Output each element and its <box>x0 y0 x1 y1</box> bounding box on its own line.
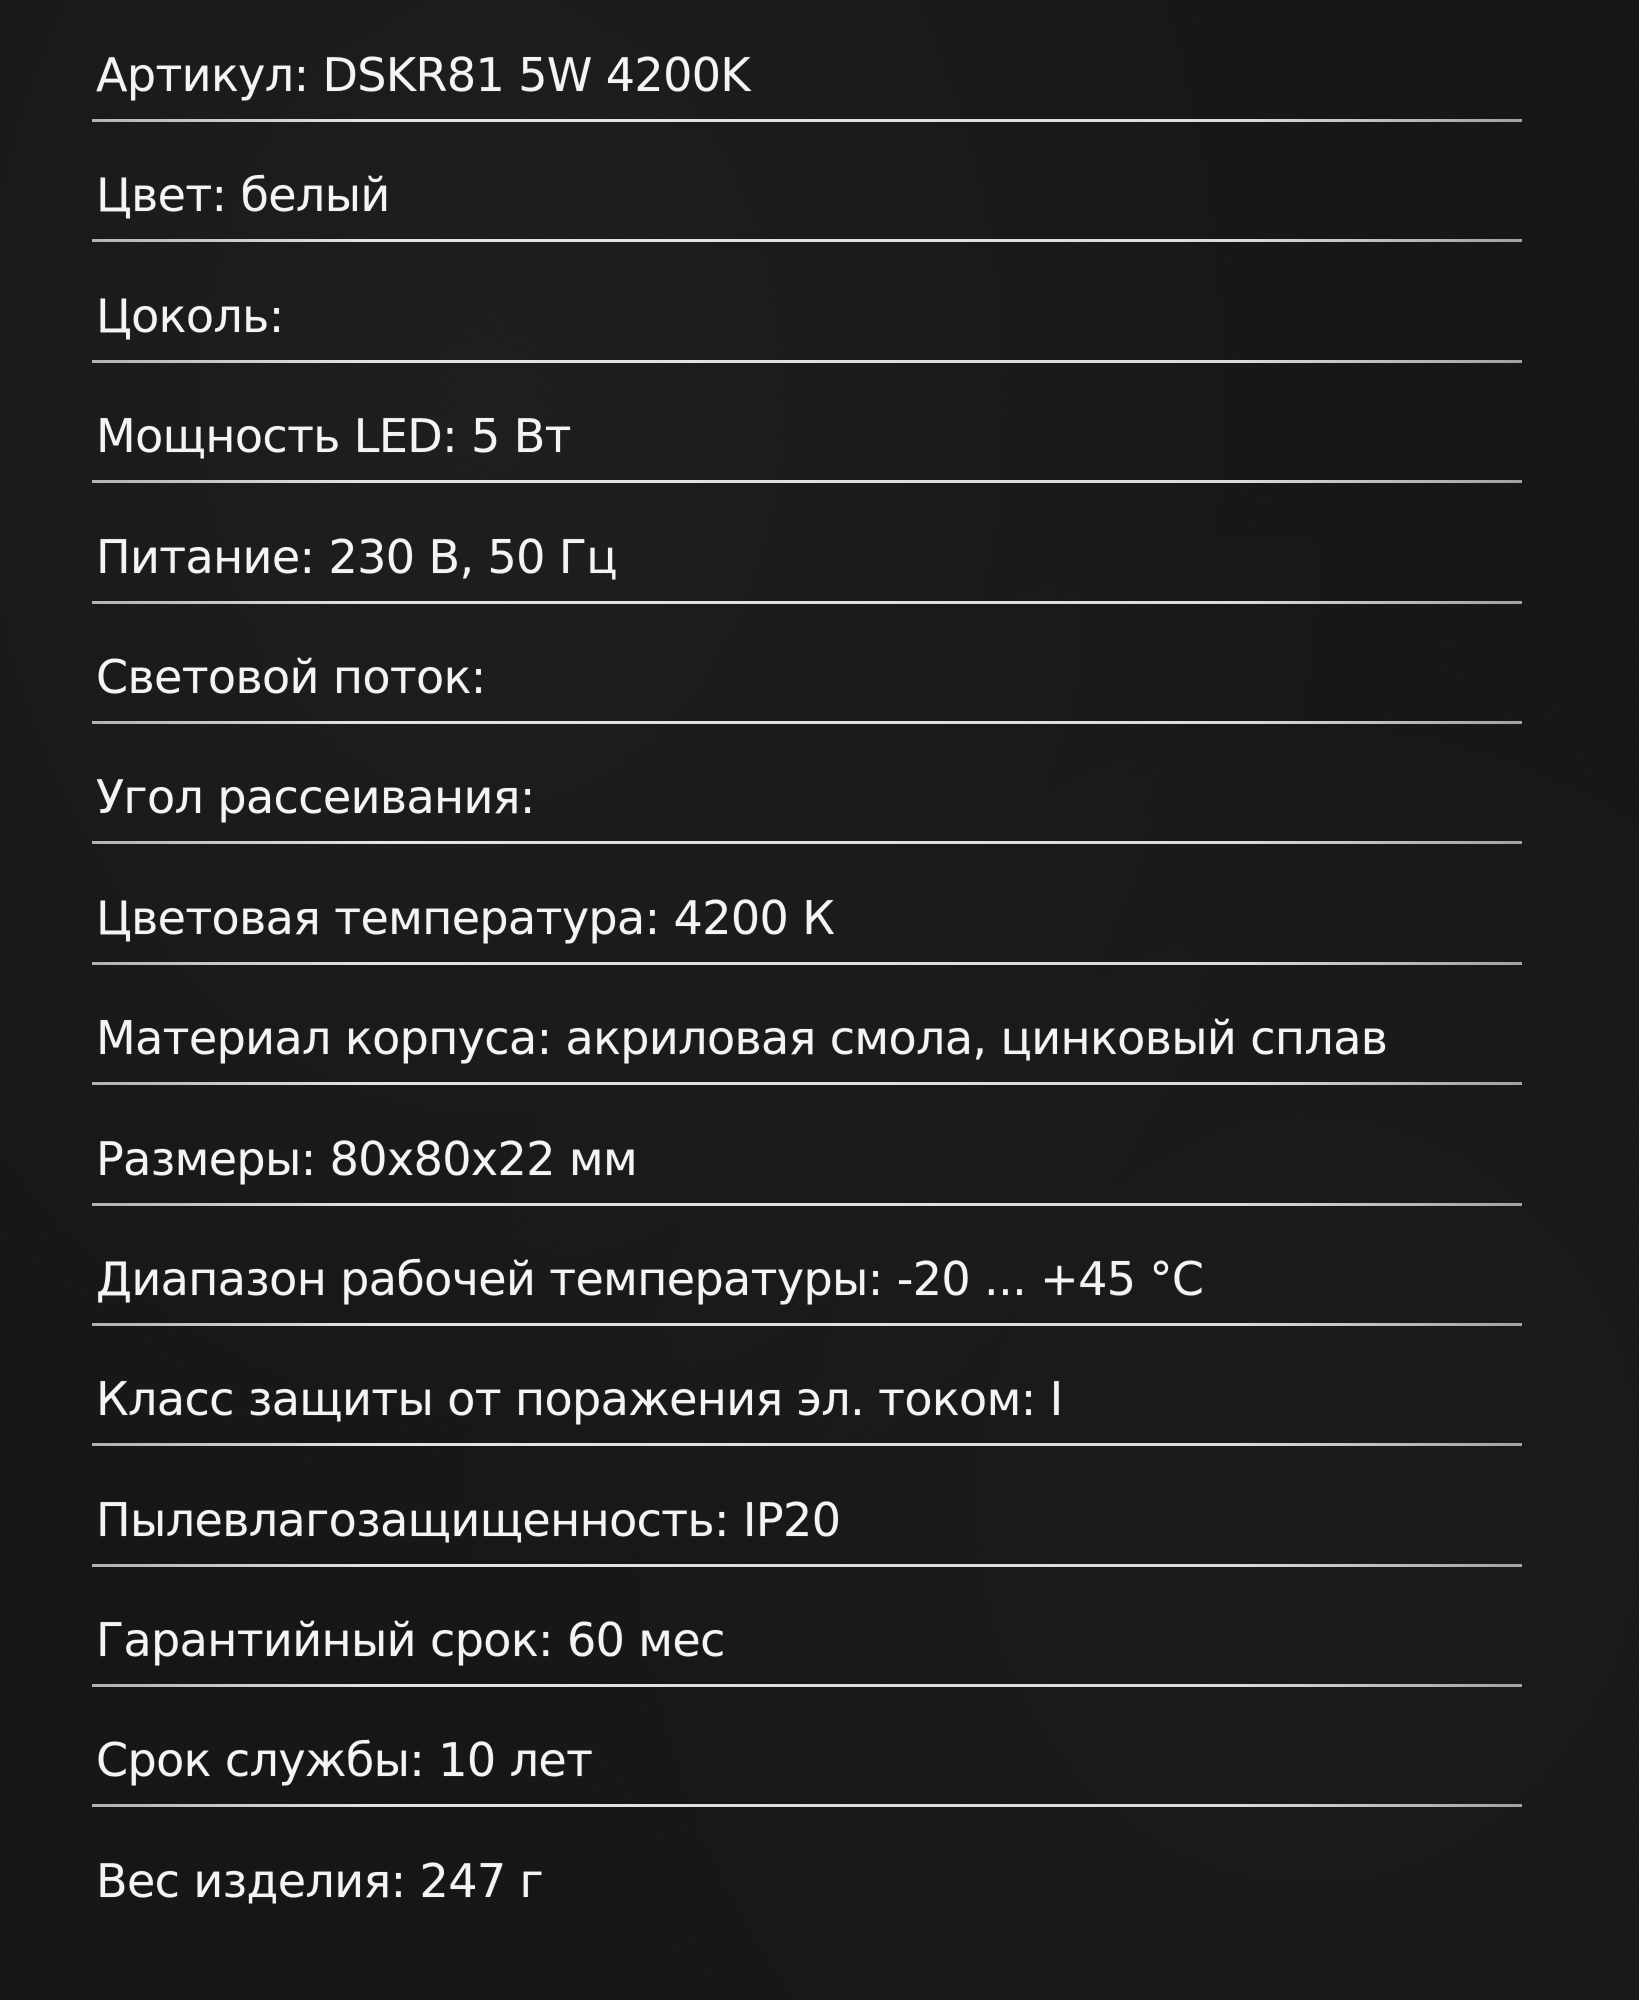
spec-article: Артикул: DSKR81 5W 4200K <box>96 48 750 102</box>
spec-row-power <box>92 363 1522 483</box>
spec-row-color-temperature <box>92 844 1522 964</box>
spec-row-ingress-protection <box>92 1446 1522 1566</box>
spec-dimensions: Размеры: 80х80х22 мм <box>96 1131 638 1186</box>
spec-row-luminous-flux <box>92 604 1522 724</box>
spec-luminous-flux: Световой поток: <box>96 649 486 704</box>
spec-beam-angle: Угол рассеивания: <box>96 770 535 825</box>
spec-row-dimensions <box>92 1085 1522 1205</box>
spec-row-color <box>92 122 1522 242</box>
spec-housing-material: Материал корпуса: акриловая смола, цинковый сплав <box>96 1011 1388 1066</box>
spec-row-warranty <box>92 1567 1522 1687</box>
spec-protection-class: Класс защиты от поражения эл. током: I <box>96 1372 1063 1427</box>
spec-weight: Вес изделия: 247 г <box>96 1853 544 1908</box>
spec-color-temperature: Цветовая температура: 4200 К <box>96 890 835 945</box>
spec-list <box>92 0 1522 2000</box>
spec-warranty: Гарантийный срок: 60 мес <box>96 1613 725 1668</box>
spec-row-article <box>92 0 1522 122</box>
spec-power: Мощность LED: 5 Вт <box>96 409 571 464</box>
spec-socket: Цоколь: <box>96 288 284 343</box>
spec-service-life: Срок службы: 10 лет <box>96 1733 593 1788</box>
spec-color: Цвет: белый <box>96 168 390 223</box>
spec-supply: Питание: 230 В, 50 Гц <box>96 529 618 584</box>
spec-row-operating-temperature <box>92 1206 1522 1326</box>
spec-row-housing-material <box>92 965 1522 1085</box>
spec-row-weight <box>92 1807 1522 1927</box>
spec-row-service-life <box>92 1687 1522 1807</box>
spec-operating-temperature: Диапазон рабочей температуры: -20 ... +45 °С <box>96 1251 1204 1306</box>
spec-row-protection-class <box>92 1326 1522 1446</box>
spec-ingress-protection: Пылевлагозащищенность: IP20 <box>96 1492 841 1547</box>
spec-row-socket <box>92 242 1522 362</box>
spec-row-supply <box>92 483 1522 603</box>
spec-row-beam-angle <box>92 724 1522 844</box>
